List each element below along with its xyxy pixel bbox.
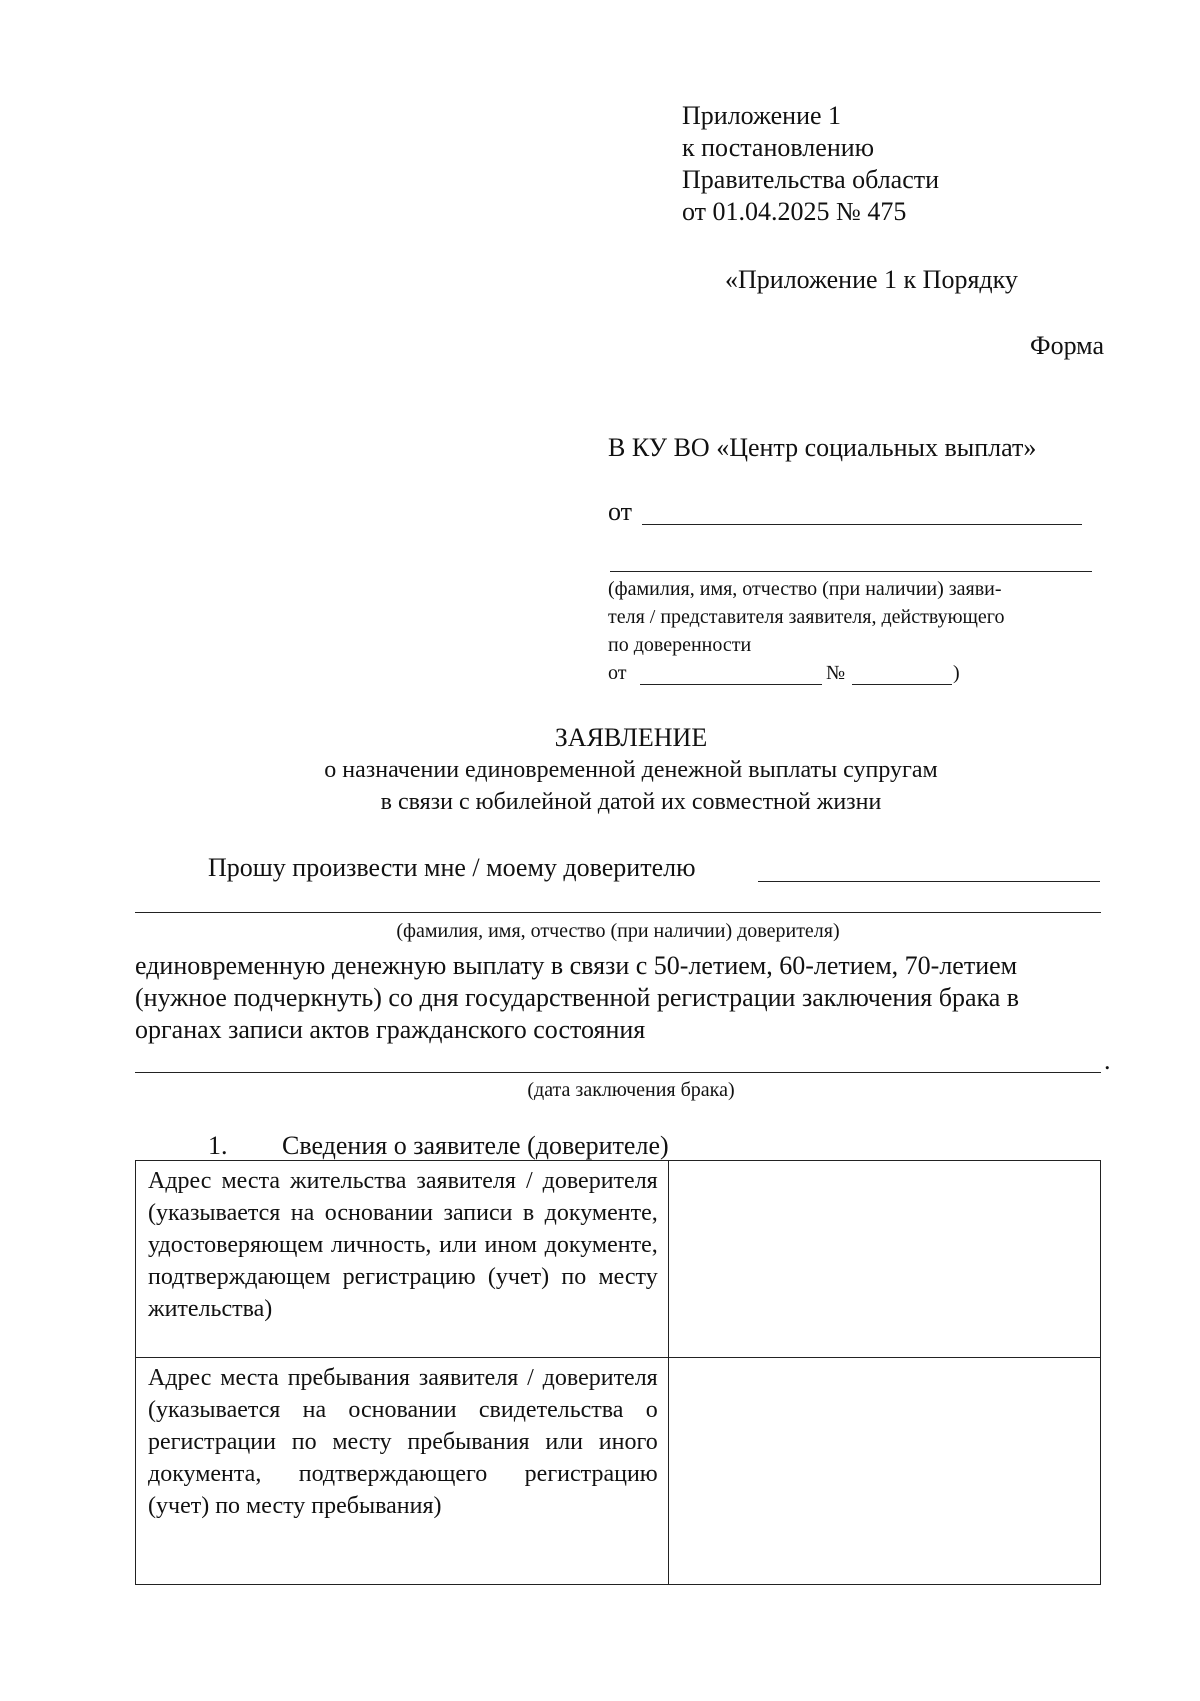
end-period: . bbox=[1104, 1046, 1111, 1075]
applicant-name-field-2[interactable] bbox=[610, 571, 1092, 572]
stay-address-input[interactable] bbox=[668, 1358, 1100, 1585]
addressee-caption: по доверенности bbox=[608, 634, 752, 656]
section-heading: Сведения о заявителе (доверителе) bbox=[282, 1131, 669, 1160]
appendix-line: к постановлению bbox=[682, 133, 875, 162]
table-row bbox=[136, 1358, 1101, 1585]
proxy-date-field[interactable] bbox=[640, 684, 822, 685]
addressee-to: В КУ ВО «Центр социальных выплат» bbox=[608, 433, 1037, 462]
marriage-date-field[interactable] bbox=[135, 1072, 1101, 1073]
applicant-name-field[interactable] bbox=[642, 524, 1082, 525]
from-label: от bbox=[608, 497, 633, 526]
form-label: Форма bbox=[1030, 331, 1104, 360]
stay-address-label: Адрес места пребывания заявителя / доверителя (указывается на основании свидетельства о регистрации по месту пребывания или иного документа, подтверждающего регистрацию (учет) по месту пребывания) bbox=[148, 1365, 658, 1519]
grantor-name-field[interactable] bbox=[758, 881, 1100, 882]
date-caption: (дата заключения брака) bbox=[527, 1079, 735, 1101]
residence-address-input[interactable] bbox=[668, 1161, 1100, 1358]
request-body-line: единовременную денежную выплату в связи с 50-летием, 60-летием, 70-летием bbox=[135, 951, 1018, 980]
appendix-line: Приложение 1 bbox=[682, 101, 842, 130]
grantor-caption: (фамилия, имя, отчество (при наличии) доверителя) bbox=[396, 920, 840, 942]
appendix-to-order: «Приложение 1 к Порядку bbox=[725, 265, 1018, 294]
applicant-info-table bbox=[135, 1160, 1101, 1585]
section-number: 1. bbox=[208, 1131, 228, 1160]
request-body-line: органах записи актов гражданского состояния bbox=[135, 1015, 646, 1044]
addressee-caption: теля / представителя заявителя, действующего bbox=[608, 606, 1005, 628]
proxy-number-label: № bbox=[826, 662, 846, 684]
proxy-number-field[interactable] bbox=[852, 684, 952, 685]
table-label-cell bbox=[136, 1358, 669, 1585]
appendix-line: от 01.04.2025 № 475 bbox=[682, 197, 907, 226]
addressee-caption: (фамилия, имя, отчество (при наличии) заяви- bbox=[608, 578, 1002, 600]
table-label-cell bbox=[136, 1161, 669, 1358]
document-subtitle: о назначении единовременной денежной выплаты супругам bbox=[324, 757, 938, 783]
document-subtitle: в связи с юбилейной датой их совместной жизни bbox=[380, 789, 882, 815]
document-title: ЗАЯВЛЕНИЕ bbox=[554, 723, 708, 752]
request-body-line: (нужное подчеркнуть) со дня государственной регистрации заключения брака в bbox=[135, 983, 1020, 1012]
grantor-name-field-2[interactable] bbox=[135, 912, 1101, 913]
closing-paren: ) bbox=[953, 662, 960, 684]
proxy-from-label: от bbox=[608, 662, 627, 684]
request-lead: Прошу произвести мне / моему доверителю bbox=[208, 853, 696, 882]
table-row bbox=[136, 1161, 1101, 1358]
residence-address-label: Адрес места жительства заявителя / доверителя (указывается на основании записи в документе, удостоверяющем личность, или ином документе, подтверждающем регистрацию (учет) по месту жительства) bbox=[148, 1168, 658, 1322]
appendix-line: Правительства области bbox=[682, 165, 940, 194]
